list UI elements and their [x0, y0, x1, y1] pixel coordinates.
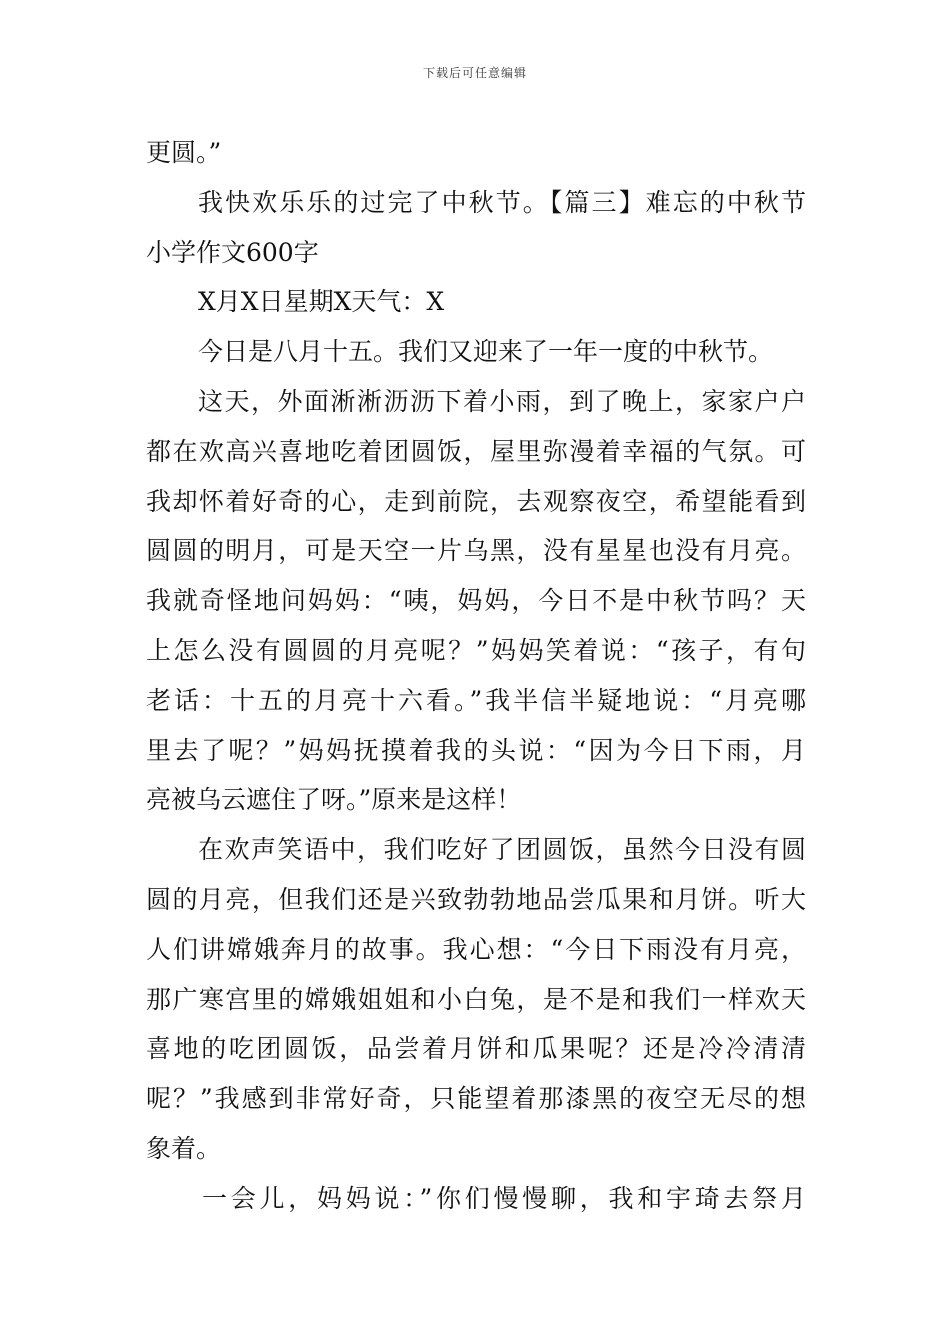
text-line: 里去了呢？”妈妈抚摸着我的头说：“因为今日下雨，月	[146, 735, 806, 765]
text-line: 那广寒宫里的嫦娥姐姐和小白兔，是不是和我们一样欢天	[146, 984, 806, 1014]
text-line: 老话：十五的月亮十六看。”我半信半疑地说：“月亮哪	[146, 685, 806, 715]
document-body	[146, 128, 806, 1224]
text-line: 我却怀着好奇的心，走到前院，去观察夜空，希望能看到	[146, 486, 806, 516]
text-line: 我快欢乐乐的过完了中秋节。【篇三】难忘的中秋节	[198, 187, 806, 217]
text-line: X月X日星期X天气：X	[198, 287, 445, 317]
text-line: 在欢声笑语中，我们吃好了团圆饭，虽然今日没有圆	[198, 835, 806, 865]
text-line: 上怎么没有圆圆的月亮呢？”妈妈笑着说：“孩子，有句	[146, 635, 806, 665]
text-line: 小学作文600字	[146, 237, 319, 267]
text-line: 这天，外面淅淅沥沥下着小雨，到了晚上，家家户户	[198, 386, 806, 416]
text-line: 人们讲嫦娥奔月的故事。我心想：“今日下雨没有月亮，	[146, 934, 806, 964]
text-line: 今日是八月十五。我们又迎来了一年一度的中秋节。	[198, 337, 774, 367]
text-line: 圆圆的明月，可是天空一片乌黑，没有星星也没有月亮。	[146, 536, 806, 566]
text-line: 象着。	[146, 1133, 222, 1163]
page-header: 下载后可任意编辑	[422, 66, 527, 80]
text-line: 更圆。”	[146, 138, 222, 167]
text-line: 一会儿，妈妈说：”你们慢慢聊，我和宇琦去祭月	[202, 1183, 806, 1213]
text-line: 亮被乌云遮住了呀。”原来是这样！	[146, 785, 522, 815]
text-line: 呢？”我感到非常好奇，只能望着那漆黑的夜空无尽的想	[146, 1084, 806, 1114]
text-line: 喜地的吃团圆饭，品尝着月饼和瓜果呢？还是冷冷清清	[146, 1034, 806, 1064]
text-line: 我就奇怪地问妈妈：“咦，妈妈，今日不是中秋节吗？天	[146, 586, 806, 616]
text-line: 圆的月亮，但我们还是兴致勃勃地品尝瓜果和月饼。听大	[146, 884, 806, 914]
text-line: 都在欢高兴喜地吃着团圆饭，屋里弥漫着幸福的气氛。可	[146, 436, 806, 466]
